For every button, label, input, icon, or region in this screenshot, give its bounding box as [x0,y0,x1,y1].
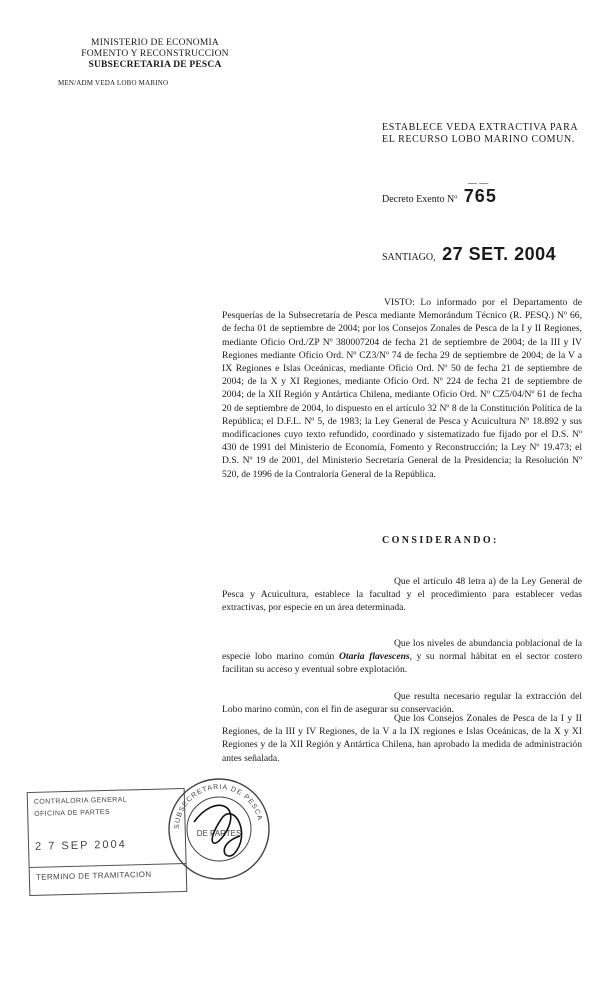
decree-number-line [382,178,592,207]
stamp-divider [30,863,186,868]
stamp-line-2: OFICINA DE PARTES [34,808,111,818]
c2-post-text: , y su normal hábitat en el sector costero facilitan su acceso y eventual sobre explotación. [222,651,583,676]
considerando-paragraph-3: Que resulta necesario regular la extracción del Lobo marino común, con el fin de asegurar su conservación. [222,691,582,716]
decree-subject: ESTABLECE VEDA EXTRACTIVA PARA EL RECURSO LOBO MARINO COMUN. [382,122,578,145]
ministry-line-1: MINISTERIO DE ECONOMIA [91,38,219,48]
considerando-heading: CONSIDERANDO: [382,535,499,546]
ministry-line-2: FOMENTO Y RECONSTRUCCION [81,49,229,59]
decree-number: 765 [463,186,497,206]
stamp-line-4: TERMINO DE TRAMITACION [35,869,152,882]
decree-date: 27 SET. 2004 [442,244,557,264]
c2-pre-text: Que los niveles de abundancia poblacional de la especie lobo marino común [222,638,582,663]
decree-date-line [382,244,592,265]
species-name: Otaria flavescens [338,651,410,663]
considerando-paragraph-1: Que el artículo 48 letra a) de la Ley General de Pesca y Acuicultura, establece la facultad y el procedimiento para establecer vedas extractivas, por especie en un área determinada. [222,576,582,614]
seal-ring-text: SUBSECRETARIA DE PESCA [173,783,264,830]
stamp-date: 2 7 SEP 2004 [34,838,127,853]
round-seal [164,774,274,884]
ministry-line-3: SUBSECRETARIA DE PESCA [88,60,222,70]
reference-code: MEN/ADM VEDA LOBO MARINO [58,79,169,87]
letterhead [58,38,240,87]
considerando-paragraph-4: Que los Consejos Zonales de Pesca de la I y II Regiones, de la III y IV Regiones, de la V a la IX regiones e Islas Oceánicas, de la X y XI Regiones y de la XII Región y Antártica Chilena, han aprobado la medida de administración antes señalada. [222,713,582,764]
stamp-line-1: CONTRALORIA GENERAL [33,796,128,806]
decree-dash-mark: — — [468,178,489,188]
decree-label: Decreto Exento Nº [382,194,458,205]
decree-city: SANTIAGO, [382,252,436,263]
seal-center-text: DE PARTES [196,829,242,838]
visto-paragraph: VISTO: Lo informado por el Departamento de Pesquerías de la Subsecretaría de Pesca mediante Memorándum Técnico (R. PESQ.) Nº 66, de fecha 01 de septiembre de 2004; por los Consejos Zonales de Pesca de la I y II Regiones, mediante Oficio Ord./ZP Nº 380007204 de fecha 21 de septiembre de 2004; de la III y IV Regiones mediante Oficio Ord. Nº CZ3/Nº 74 de fecha 29 de septiembre de 2004; de la V a IX Regiones e Islas Oceánicas, mediante Oficio Ord. Nº 50 de fecha 21 de septiembre de 2004; de la X y XI Regiones, mediante Oficio Ord. Nº 224 de fecha 21 de septiembre de 2004; de la XII Región y Antártica Chilena, mediante Oficio Ord. Nº CZ5/04/Nº 61 de fecha 20 de septiembre de 2004, lo dispuesto en el artículo 32 Nº 8 de la Constitución Política de la República; el D.F.L. Nº 5, de 1983; la Ley General de Pesca y Acuicultura Nº 18.892 y sus modificaciones cuyo texto refundido, coordinado y sistematizado fue fijado por el D.S. Nº 430 de 1991 del Ministerio de Economía, Fomento y Reconstrucción; la Ley Nº 19.473; el D.S. Nº 19 de 2001, del Ministerio Secretaría General de la Presidencia; la Resolución Nº 520, de 1996 de la Contraloría General de la República. [222,297,582,480]
considerando-paragraph-2 [222,637,582,677]
